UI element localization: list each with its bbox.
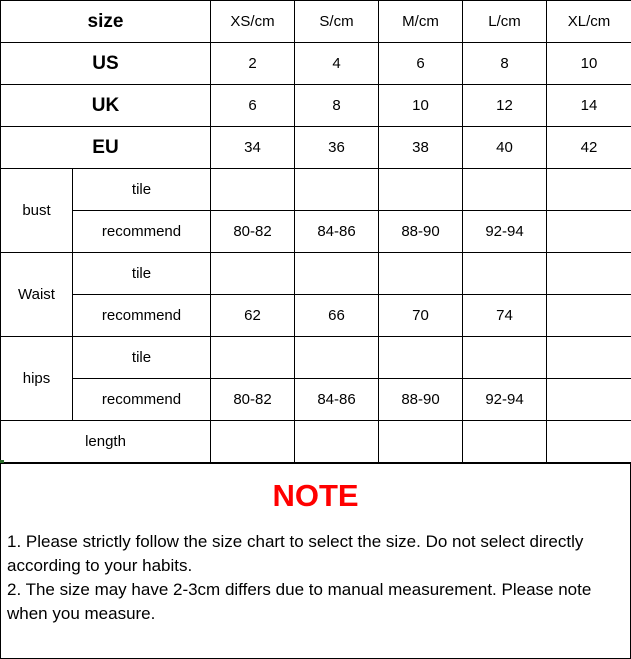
table-cell: 10 <box>379 85 463 127</box>
table-cell <box>295 421 379 463</box>
table-cell <box>211 421 295 463</box>
table-cell <box>547 421 631 463</box>
table-cell: 80-82 <box>211 211 295 253</box>
measurement-label-bust: bust <box>1 169 73 253</box>
table-cell: 10 <box>547 43 631 85</box>
table-cell <box>379 253 463 295</box>
note-box <box>0 463 631 659</box>
table-cell: 8 <box>295 85 379 127</box>
column-header-xs: XS/cm <box>211 1 295 43</box>
tile-label: tile <box>73 337 211 379</box>
table-cell <box>547 169 631 211</box>
table-cell <box>379 169 463 211</box>
table-cell: 92-94 <box>463 379 547 421</box>
table-cell: 4 <box>295 43 379 85</box>
note-line-1: 1. Please strictly follow the size chart to select the size. Do not select directly according to your habits. <box>1 530 630 578</box>
region-row-eu <box>1 127 631 169</box>
recommend-label: recommend <box>73 379 211 421</box>
table-cell <box>547 295 631 337</box>
table-cell: 12 <box>463 85 547 127</box>
column-header-s: S/cm <box>295 1 379 43</box>
length-label: length <box>1 421 211 463</box>
table-cell <box>211 253 295 295</box>
table-cell: 6 <box>211 85 295 127</box>
length-row <box>1 421 631 463</box>
table-cell: 62 <box>211 295 295 337</box>
table-cell: 84-86 <box>295 211 379 253</box>
region-row-us <box>1 43 631 85</box>
table-cell: 80-82 <box>211 379 295 421</box>
table-cell: 34 <box>211 127 295 169</box>
tile-label: tile <box>73 253 211 295</box>
table-cell <box>463 169 547 211</box>
region-label-uk: UK <box>1 85 211 127</box>
table-cell <box>295 253 379 295</box>
table-cell: 88-90 <box>379 379 463 421</box>
measurement-label-waist: Waist <box>1 253 73 337</box>
hips-tile-row <box>1 337 631 379</box>
table-cell <box>295 169 379 211</box>
table-cell: 36 <box>295 127 379 169</box>
table-cell <box>547 253 631 295</box>
table-cell <box>211 337 295 379</box>
note-line-2: 2. The size may have 2-3cm differs due to manual measurement. Please note when you measure. <box>1 578 630 626</box>
table-cell <box>463 337 547 379</box>
table-cell <box>547 337 631 379</box>
table-cell: 88-90 <box>379 211 463 253</box>
table-cell <box>379 337 463 379</box>
note-title: NOTE <box>1 478 630 514</box>
column-header-m: M/cm <box>379 1 463 43</box>
table-cell: 8 <box>463 43 547 85</box>
region-label-us: US <box>1 43 211 85</box>
column-header-l: L/cm <box>463 1 547 43</box>
header-row <box>1 1 631 43</box>
region-label-eu: EU <box>1 127 211 169</box>
waist-tile-row <box>1 253 631 295</box>
table-cell <box>379 421 463 463</box>
measurement-label-hips: hips <box>1 337 73 421</box>
table-cell: 92-94 <box>463 211 547 253</box>
note-text <box>1 530 630 626</box>
table-cell: 66 <box>295 295 379 337</box>
table-cell: 38 <box>379 127 463 169</box>
waist-recommend-row <box>1 295 631 337</box>
table-cell <box>463 421 547 463</box>
recommend-label: recommend <box>73 211 211 253</box>
bust-tile-row <box>1 169 631 211</box>
tile-label: tile <box>73 169 211 211</box>
table-cell: 70 <box>379 295 463 337</box>
hips-recommend-row <box>1 379 631 421</box>
recommend-label: recommend <box>73 295 211 337</box>
table-cell: 42 <box>547 127 631 169</box>
bust-recommend-row <box>1 211 631 253</box>
table-cell <box>211 169 295 211</box>
table-cell <box>463 253 547 295</box>
region-row-uk <box>1 85 631 127</box>
column-header-xl: XL/cm <box>547 1 631 43</box>
table-cell: 6 <box>379 43 463 85</box>
table-cell <box>547 211 631 253</box>
table-cell: 74 <box>463 295 547 337</box>
table-cell: 40 <box>463 127 547 169</box>
table-cell: 84-86 <box>295 379 379 421</box>
table-cell: 14 <box>547 85 631 127</box>
size-header-cell: size <box>1 1 211 43</box>
table-cell: 2 <box>211 43 295 85</box>
table-cell <box>547 379 631 421</box>
table-cell <box>295 337 379 379</box>
